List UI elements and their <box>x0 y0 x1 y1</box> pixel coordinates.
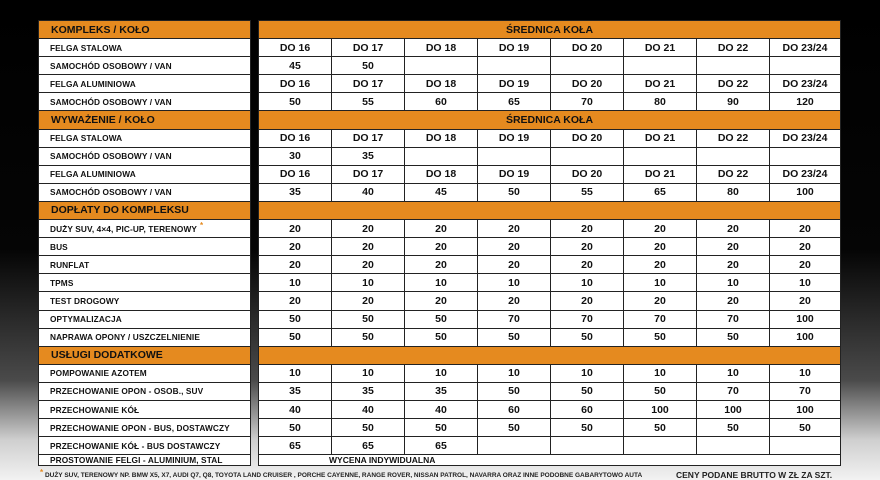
price-cell: 90 <box>696 92 770 111</box>
price-cell: 20 <box>331 219 405 238</box>
row-label-text: OPTYMALIZACJA <box>50 314 122 325</box>
diameter-header: DO 17 <box>331 129 405 148</box>
diameter-header: DO 19 <box>477 74 551 93</box>
price-cell <box>550 436 624 455</box>
price-cell: 50 <box>331 328 405 347</box>
price-cell: 65 <box>258 436 332 455</box>
price-cell: 20 <box>623 219 697 238</box>
price-cell: 20 <box>550 255 624 274</box>
price-cell: 30 <box>258 147 332 166</box>
diameter-header: DO 22 <box>696 129 770 148</box>
price-cell: 50 <box>623 418 697 437</box>
price-cell: 100 <box>769 310 841 329</box>
price-cell: 50 <box>404 310 478 329</box>
section-title: KOMPLEKS / KOŁO <box>38 20 251 39</box>
price-cell <box>769 436 841 455</box>
diameter-header: DO 18 <box>404 129 478 148</box>
diameter-header: DO 16 <box>258 129 332 148</box>
row-label-text: PRZECHOWANIE KÓŁ <box>50 404 140 415</box>
row-label-text: TPMS <box>50 277 74 288</box>
price-cell: 50 <box>550 382 624 401</box>
price-cell: 50 <box>769 418 841 437</box>
price-cell: 20 <box>404 255 478 274</box>
row-label <box>38 364 251 383</box>
price-cell: 50 <box>331 310 405 329</box>
price-cell <box>623 56 697 75</box>
row-label <box>38 382 251 401</box>
price-cell: 10 <box>769 273 841 292</box>
price-cell <box>550 56 624 75</box>
price-cell: 100 <box>769 183 841 202</box>
price-cell: 20 <box>769 219 841 238</box>
price-cell: 80 <box>623 92 697 111</box>
row-label <box>38 183 251 202</box>
footnote <box>40 470 642 479</box>
section-title: WYWAŻENIE / KOŁO <box>38 110 251 129</box>
rim-type-label <box>38 74 251 93</box>
price-cell: 20 <box>623 291 697 310</box>
price-cell: 20 <box>696 291 770 310</box>
price-cell: 20 <box>769 237 841 256</box>
price-cell: 70 <box>550 310 624 329</box>
diameter-header: DO 19 <box>477 165 551 184</box>
price-cell: 50 <box>258 328 332 347</box>
diameter-header: DO 19 <box>477 38 551 57</box>
price-cell: 20 <box>331 255 405 274</box>
diameter-header: DO 22 <box>696 165 770 184</box>
diameter-header: DO 19 <box>477 129 551 148</box>
price-cell: 10 <box>331 273 405 292</box>
price-cell <box>550 147 624 166</box>
row-label <box>38 219 251 238</box>
footnote-text: DUŻY SUV, TERENOWY NP. BMW X5, X7, AUDI Q7, Q8, TOYOTA LAND CRUISER , PORCHE CAYENNE, RANGE ROVER, NISSAN PATROL, NAVARRA ORAZ INNE PODOBNE GABARYTOWO AUTA <box>44 472 643 479</box>
price-cell <box>623 436 697 455</box>
row-label <box>38 255 251 274</box>
diameter-header: DO 23/24 <box>769 38 841 57</box>
price-cell <box>623 147 697 166</box>
price-cell: 70 <box>550 92 624 111</box>
section-band: ŚREDNICA KOŁA <box>258 20 841 39</box>
rim-type-label <box>38 129 251 148</box>
price-cell: 65 <box>477 92 551 111</box>
price-cell: 50 <box>477 382 551 401</box>
price-cell <box>769 147 841 166</box>
price-cell: 35 <box>258 183 332 202</box>
row-label-text: PROSTOWANIE FELGI - ALUMINIUM, STAL <box>50 455 223 466</box>
row-label-text: SAMOCHÓD OSOBOWY / VAN <box>50 187 172 198</box>
price-cell: 20 <box>696 255 770 274</box>
price-cell: 10 <box>550 364 624 383</box>
price-cell: 45 <box>404 183 478 202</box>
price-cell: 60 <box>404 92 478 111</box>
diameter-header: DO 16 <box>258 165 332 184</box>
diameter-header: DO 21 <box>623 129 697 148</box>
diameter-header: DO 20 <box>550 38 624 57</box>
price-cell <box>696 147 770 166</box>
diameter-header: DO 22 <box>696 74 770 93</box>
diameter-header: DO 18 <box>404 165 478 184</box>
rim-type-label <box>38 38 251 57</box>
price-cell: 20 <box>769 255 841 274</box>
row-label-text: FELGA STALOWA <box>50 42 123 53</box>
diameter-header: DO 17 <box>331 74 405 93</box>
price-cell: 50 <box>550 418 624 437</box>
price-cell: 50 <box>623 328 697 347</box>
price-cell: 10 <box>477 273 551 292</box>
price-cell: 100 <box>623 400 697 419</box>
price-cell: 10 <box>477 364 551 383</box>
diameter-header: DO 21 <box>623 165 697 184</box>
row-label <box>38 310 251 329</box>
diameter-header: DO 22 <box>696 38 770 57</box>
price-cell: 20 <box>477 291 551 310</box>
price-cell: 50 <box>258 418 332 437</box>
row-label <box>38 400 251 419</box>
section-band <box>258 346 841 365</box>
diameter-header: DO 18 <box>404 74 478 93</box>
price-cell: 45 <box>258 56 332 75</box>
diameter-header: DO 16 <box>258 74 332 93</box>
price-cell: 50 <box>696 328 770 347</box>
price-cell: 35 <box>331 147 405 166</box>
diameter-header: DO 23/24 <box>769 129 841 148</box>
row-label-text: FELGA ALUMINIOWA <box>50 169 136 180</box>
price-cell: 55 <box>550 183 624 202</box>
price-cell: 100 <box>696 400 770 419</box>
price-cell: 50 <box>477 183 551 202</box>
price-cell: 65 <box>404 436 478 455</box>
price-cell: 50 <box>258 92 332 111</box>
price-cell: 20 <box>404 291 478 310</box>
price-cell: 10 <box>769 364 841 383</box>
row-label-text: PRZECHOWANIE KÓŁ - BUS DOSTAWCZY <box>50 440 221 451</box>
price-cell: 70 <box>623 310 697 329</box>
diameter-header: DO 20 <box>550 74 624 93</box>
price-cell: 70 <box>769 382 841 401</box>
row-label <box>38 237 251 256</box>
row-label-text: BUS <box>50 241 68 252</box>
diameter-header: DO 17 <box>331 38 405 57</box>
row-label-text: PRZECHOWANIE OPON - BUS, DOSTAWCZY <box>50 422 230 433</box>
diameter-header: DO 23/24 <box>769 165 841 184</box>
price-cell: 35 <box>258 382 332 401</box>
diameter-header: DO 17 <box>331 165 405 184</box>
price-cell: 40 <box>404 400 478 419</box>
row-label-text: SAMOCHÓD OSOBOWY / VAN <box>50 151 172 162</box>
price-cell: 20 <box>696 237 770 256</box>
price-cell: 20 <box>477 255 551 274</box>
price-cell: 70 <box>696 382 770 401</box>
price-cell: 65 <box>331 436 405 455</box>
diameter-header: DO 21 <box>623 38 697 57</box>
diameter-header: DO 21 <box>623 74 697 93</box>
price-cell: 20 <box>769 291 841 310</box>
price-cell: 50 <box>331 418 405 437</box>
price-cell: 10 <box>623 273 697 292</box>
section-band: ŚREDNICA KOŁA <box>258 110 841 129</box>
price-cell: 10 <box>404 364 478 383</box>
row-label <box>38 454 251 466</box>
price-cell: 20 <box>623 255 697 274</box>
price-cell: 20 <box>550 291 624 310</box>
price-note: CENY PODANE BRUTTO W ZŁ ZA SZT. <box>676 470 833 480</box>
price-cell <box>769 56 841 75</box>
row-label-text: NAPRAWA OPONY / USZCZELNIENIE <box>50 332 200 343</box>
price-cell <box>696 56 770 75</box>
price-cell: 100 <box>769 328 841 347</box>
price-cell: 50 <box>696 418 770 437</box>
price-cell: 120 <box>769 92 841 111</box>
section-band <box>258 201 841 220</box>
price-cell: 10 <box>623 364 697 383</box>
price-cell: 20 <box>258 237 332 256</box>
row-label-text: FELGA ALUMINIOWA <box>50 78 136 89</box>
price-cell: 40 <box>331 400 405 419</box>
price-cell: 50 <box>550 328 624 347</box>
row-label <box>38 436 251 455</box>
row-label <box>38 273 251 292</box>
price-cell: 10 <box>331 364 405 383</box>
price-cell <box>696 436 770 455</box>
row-label-text: SAMOCHÓD OSOBOWY / VAN <box>50 60 172 71</box>
price-cell: 20 <box>404 219 478 238</box>
price-cell: 20 <box>404 237 478 256</box>
price-cell: 20 <box>477 237 551 256</box>
price-cell: 60 <box>550 400 624 419</box>
diameter-header: DO 16 <box>258 38 332 57</box>
price-cell: 20 <box>331 237 405 256</box>
price-cell: 35 <box>331 382 405 401</box>
price-cell <box>477 436 551 455</box>
price-cell <box>477 147 551 166</box>
price-cell: 20 <box>623 237 697 256</box>
footnote-marker: * <box>200 221 204 231</box>
price-cell: 20 <box>258 219 332 238</box>
rim-type-label <box>38 165 251 184</box>
price-cell: 20 <box>550 237 624 256</box>
price-cell: 10 <box>258 273 332 292</box>
price-cell: 70 <box>477 310 551 329</box>
price-cell: 10 <box>404 273 478 292</box>
row-label-text: FELGA STALOWA <box>50 133 123 144</box>
row-label <box>38 291 251 310</box>
price-cell: 20 <box>258 255 332 274</box>
price-cell: 40 <box>258 400 332 419</box>
price-cell: 70 <box>696 310 770 329</box>
price-cell: 20 <box>477 219 551 238</box>
row-label <box>38 92 251 111</box>
row-label <box>38 418 251 437</box>
price-table <box>39 20 839 465</box>
price-cell: 20 <box>696 219 770 238</box>
row-label-text: POMPOWANIE AZOTEM <box>50 368 147 379</box>
section-title: USŁUGI DODATKOWE <box>38 346 251 365</box>
price-cell: 50 <box>331 56 405 75</box>
row-label-text: PRZECHOWANIE OPON - OSOB., SUV <box>50 386 204 397</box>
price-cell: 50 <box>258 310 332 329</box>
row-label-text: RUNFLAT <box>50 259 90 270</box>
row-label <box>38 328 251 347</box>
row-label <box>38 147 251 166</box>
price-cell: 40 <box>331 183 405 202</box>
row-label-text: DUŻY SUV, 4×4, PIC-UP, TERENOWY <box>50 223 198 234</box>
price-cell: 50 <box>404 328 478 347</box>
price-cell: 10 <box>258 364 332 383</box>
diameter-header: DO 18 <box>404 38 478 57</box>
individual-pricing-cell: WYCENA INDYWIDUALNA <box>258 454 841 466</box>
diameter-header: DO 20 <box>550 129 624 148</box>
price-cell: 55 <box>331 92 405 111</box>
price-cell <box>477 56 551 75</box>
price-cell: 10 <box>696 364 770 383</box>
price-cell: 50 <box>477 418 551 437</box>
price-cell: 50 <box>623 382 697 401</box>
price-cell: 20 <box>258 291 332 310</box>
price-cell <box>404 56 478 75</box>
price-cell: 20 <box>550 219 624 238</box>
price-cell: 65 <box>623 183 697 202</box>
price-cell: 80 <box>696 183 770 202</box>
diameter-header: DO 20 <box>550 165 624 184</box>
price-cell: 50 <box>477 328 551 347</box>
price-cell <box>404 147 478 166</box>
section-title: DOPŁATY DO KOMPLEKSU <box>38 201 251 220</box>
row-label <box>38 56 251 75</box>
price-cell: 50 <box>404 418 478 437</box>
price-cell: 35 <box>404 382 478 401</box>
price-cell: 100 <box>769 400 841 419</box>
row-label-text: TEST DROGOWY <box>50 295 120 306</box>
price-cell: 60 <box>477 400 551 419</box>
price-cell: 20 <box>331 291 405 310</box>
row-label-text: SAMOCHÓD OSOBOWY / VAN <box>50 96 172 107</box>
diameter-header: DO 23/24 <box>769 74 841 93</box>
price-cell: 10 <box>696 273 770 292</box>
price-cell: 10 <box>550 273 624 292</box>
footnote-star: * <box>40 468 44 477</box>
